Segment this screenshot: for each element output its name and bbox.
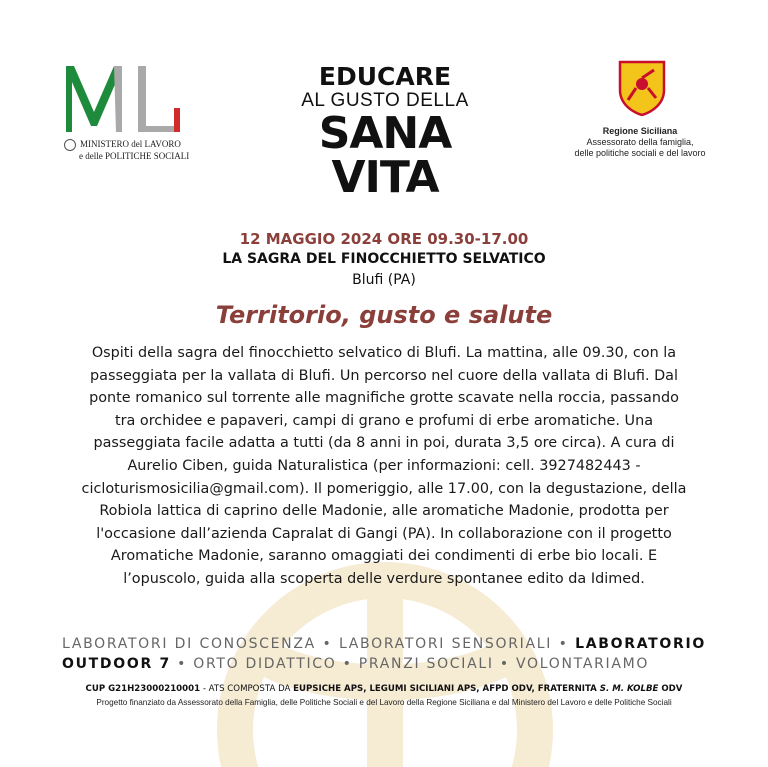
partners-list: EUPSICHE APS, LEGUMI SICILIANI APS, AFPD ODV, FRATERNITA <box>293 684 600 694</box>
tag-separator: • <box>342 656 353 672</box>
description-line: l'occasione dall’azienda Capralat di Gangi (PA). In collaborazione con il progetto <box>96 525 672 542</box>
funding-note: Progetto finanziato da Assessorato della Famiglia, delle Politiche Sociali e del Lavoro della Regione Siciliana e dal Ministero del Lavoro e delle Politiche Sociali <box>96 698 672 707</box>
description-line: Aromatiche Madonie, saranno omaggiati dei condimenti di erbe bio locali. E <box>110 548 658 565</box>
title-line-1: EDUCARE <box>318 62 452 91</box>
title-line-4: VITA <box>331 152 439 203</box>
campaign-title <box>300 62 470 203</box>
description-line: tra orchidee e papaveri, campi di grano e profumi di erbe aromatiche. Una <box>114 412 654 429</box>
tag-volontariamo: VOLONTARIAMO <box>516 656 650 672</box>
description-line: ponte romanico sul torrente alle magnifiche grotte scavate nella roccia, passando <box>89 390 679 407</box>
tag-laboratori-sensoriali: LABORATORI SENSORIALI <box>338 636 553 652</box>
event-date: 12 MAGGIO 2024 ORE 09.30-17.00 <box>239 230 529 248</box>
description-line: passeggiata facile adatta a tutti (da 8 anni in poi, durata 3,5 ore circa). A cura di <box>93 435 675 452</box>
tag-separator: • <box>499 656 510 672</box>
cup-code: CUP G21H23000210001 <box>85 684 201 694</box>
tag-pranzi-sociali: PRANZI SOCIALI <box>358 656 494 672</box>
event-subtitle: Territorio, gusto e salute <box>215 301 553 329</box>
description-line: cicloturismosicilia@gmail.com). Il pomeriggio, alle 17.00, con la degustazione, della <box>81 480 687 497</box>
regione-siciliana-crest-icon <box>618 60 666 116</box>
italian-emblem-icon <box>64 139 76 151</box>
event-name: LA SAGRA DEL FINOCCHIETTO SELVATICO <box>222 251 546 267</box>
ministry-caption: MINISTERO del LAVORO e delle POLITICHE SOCIALI <box>64 139 204 161</box>
description-line: Aurelio Ciben, guida Naturalistica (per informazioni: cell. 3927482443 - <box>127 457 641 474</box>
tag-separator: • <box>322 636 333 652</box>
title-line-3: SANA <box>318 108 452 159</box>
description-line: passeggiata per la vallata di Blufi. Un percorso nel cuore della vallata di Blufi. Dal <box>90 367 678 384</box>
tag-laboratorio-outdoor: LABORATORIO OUTDOOR 7 <box>62 636 706 672</box>
activity-tags <box>62 634 706 674</box>
region-caption: Regione Siciliana Assessorato della famiglia, delle politiche sociali e del lavoro <box>574 126 706 158</box>
tag-separator: • <box>177 656 188 672</box>
event-place: Blufi (PA) <box>352 272 416 288</box>
description-line: l’opuscolo, guida alla scoperta delle verdure spontanee edito da Idimed. <box>123 570 645 587</box>
cup-ats-line: CUP G21H23000210001 - ATS COMPOSTA DA EUPSICHE APS, LEGUMI SICILIANI APS, AFPD ODV, FRATERNITA S. M. KOLBE ODV <box>85 684 683 694</box>
event-description <box>62 342 706 591</box>
title-line-2: AL GUSTO DELLA <box>301 90 469 111</box>
tag-orto-didattico: ORTO DIDATTICO <box>193 656 337 672</box>
description-line: Ospiti della sagra del finocchietto selvatico di Blufi. La mattina, alle 09.30, con la <box>91 345 677 361</box>
tag-separator: • <box>558 636 569 652</box>
description-line: Robiola lattica di caprino delle Madonie, alle aromatiche Madonie, prodotta per <box>99 503 669 520</box>
tag-laboratori-conoscenza: LABORATORI DI CONOSCENZA <box>62 636 316 652</box>
